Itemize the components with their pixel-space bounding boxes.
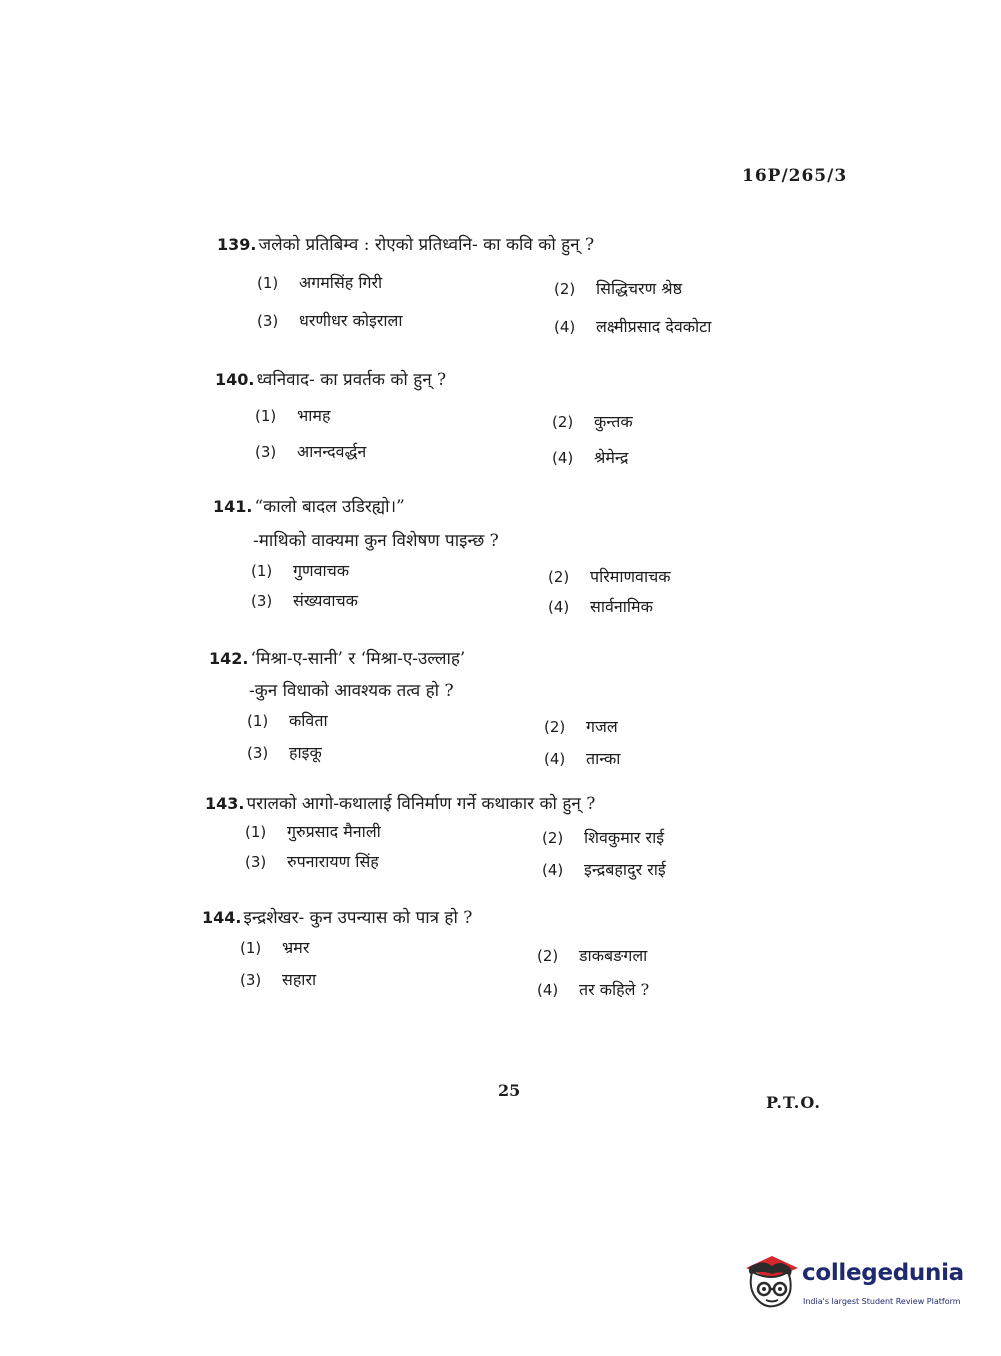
paper-code: 16P/265/3 [742,166,848,186]
question-text: जलेको प्रतिबिम्व : रोएको प्रतिध्वनि- का कवि को हुन् ? [258,235,595,255]
option-3: (3) सहारा [240,970,317,989]
question-text: ध्वनिवाद- का प्रवर्तक को हुन् ? [256,370,447,390]
option-2: (2) गजल [544,717,618,736]
options [215,404,775,484]
logo-wordmark: collegedunia [802,1260,964,1286]
question-142 [209,647,769,789]
question-text: ‘मिश्रा-ए-सानी’ र ‘मिश्रा-ए-उल्लाह’ [250,649,466,669]
option-3: (3) हाइकू [247,743,322,762]
option-4: (4) तर कहिले ? [537,980,650,999]
question-text: इन्द्रशेखर- कुन उपन्यास को पात्र हो ? [243,908,473,928]
option-3: (3) धरणीधर कोइराला [257,311,403,330]
question-144 [202,906,762,1016]
option-2: (2) शिवकुमार राई [542,828,665,847]
options [202,936,762,1016]
question-139 [217,233,777,351]
question-number: 143. [205,794,245,813]
collegedunia-logo[interactable] [742,1252,972,1318]
logo-tagline: India's largest Student Review Platform [803,1297,961,1306]
option-1: (1) भ्रमर [240,938,310,957]
question-140 [215,368,775,484]
question-subtext: -माथिको वाक्यमा कुन विशेषण पाइन्छ ? [253,531,499,551]
option-4: (4) सार्वनामिक [548,597,653,616]
option-2: (2) परिमाणवाचक [548,567,671,586]
option-2: (2) डाकबङगला [537,946,648,965]
option-3: (3) आनन्दवर्द्धन [255,442,367,461]
options [205,820,765,900]
question-text: परालको आगो-कथालाई विनिर्माण गर्ने कथाकार को हुन् ? [246,794,596,814]
question-number: 141. [213,497,253,516]
question-subtext: -कुन विधाको आवश्यक तत्व हो ? [249,681,454,701]
option-4: (4) तान्का [544,749,621,768]
option-3: (3) रुपनारायण सिंह [245,852,379,871]
option-3: (3) संख्यवाचक [251,591,358,610]
question-number: 144. [202,908,242,927]
options [217,271,777,351]
question-143 [205,792,765,900]
options [209,709,769,789]
option-2: (2) सिद्धिचरण श्रेष्ठ [554,279,682,298]
option-1: (1) कविता [247,711,328,730]
options [213,559,773,639]
question-number: 139. [217,235,257,254]
question-text: “कालो बादल उडिरह्यो।” [254,497,405,517]
page-number: 25 [498,1081,521,1100]
pto-label: P.T.O. [766,1093,821,1112]
question-141 [213,495,773,639]
option-4: (4) श्रेमेन्द्र [552,448,629,467]
student-mascot-icon [742,1252,800,1312]
option-4: (4) इन्द्रबहादुर राई [542,860,666,879]
option-1: (1) अगमसिंह गिरी [257,273,383,292]
question-number: 140. [215,370,255,389]
option-2: (2) कुन्तक [552,412,633,431]
question-number: 142. [209,649,249,668]
option-1: (1) गुरुप्रसाद मैनाली [245,822,381,841]
option-4: (4) लक्ष्मीप्रसाद देवकोटा [554,317,712,336]
option-1: (1) गुणवाचक [251,561,350,580]
option-1: (1) भामह [255,406,331,425]
